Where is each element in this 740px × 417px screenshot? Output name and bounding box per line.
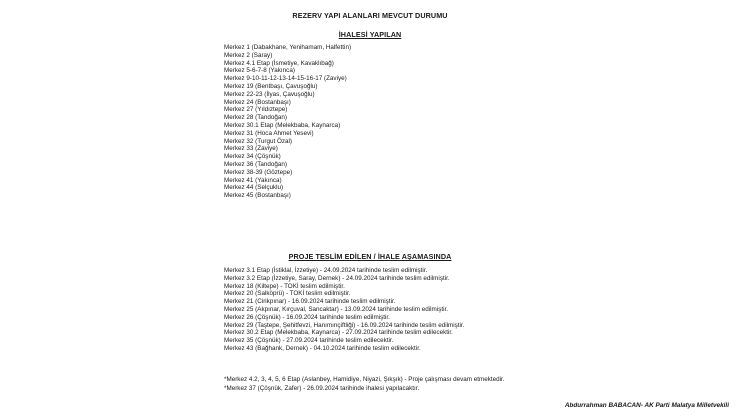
document-title: REZERV YAPI ALANLARI MEVCUT DURUMU: [292, 11, 448, 20]
list-item: Merkez 21 (Cirikpınar) - 16.09.2024 tarihinde teslim edilmiştir.: [224, 298, 396, 306]
list-item: Merkez 20 (Salköprü) - TOKİ teslim edilmiştir.: [224, 290, 351, 298]
list-item: Merkez 9-10-11-12-13-14-15-16-17 (Zaviye): [224, 75, 347, 83]
list-item: Merkez 30.1 Etap (Melekbaba, Kaynarca): [224, 121, 341, 129]
list-item: Merkez 28 (Tandoğan): [224, 114, 288, 122]
list-item: Merkez 1 (Dabakhane, Yenihamam, Halfettin): [224, 44, 352, 51]
list-item: Merkez 3.1 Etap (İstiklal, İzzetiye) - 24.09.2024 tarihinde teslim edilmiştir.: [224, 267, 428, 274]
delivered-list: [224, 267, 464, 353]
list-item: Merkez 38-39 (Göztepe): [224, 168, 293, 176]
list-item: Merkez 4.1 Etap (İsmetiye, Kavaklıbağ): [224, 59, 334, 67]
list-item: Merkez 30.2 Etap (Melekbaba, Kaynarca) - 27.09.2024 tarihinde teslim edilecektir.: [224, 329, 453, 337]
notes: [224, 376, 505, 393]
note-line: *Merkez 37 (Çöşnük, Zafer) - 26.09.2024 tarihinde ihalesi yapılacaktır.: [224, 384, 420, 392]
list-item: Merkez 33 (Zaviye): [224, 145, 278, 153]
list-item: Merkez 27 (Yıldıztepe): [224, 106, 288, 114]
list-item: Merkez 35 (Çöşnük) - 27.09.2024 tarihinde teslim edilecektir.: [224, 337, 394, 345]
list-item: Merkez 26 (Çöşnük) - 16.09.2024 tarihinde teslim edilmiştir.: [224, 313, 390, 321]
list-item: Merkez 18 (Kiltepe) - TOKİ teslim edilmiştir.: [224, 282, 345, 290]
list-item: Merkez 2 (Saray): [224, 51, 273, 59]
list-item: Merkez 34 (Çöşnük): [224, 153, 281, 161]
list-item: Merkez 43 (Bağhank, Dernek) - 04.10.2024 tarihinde teslim edilecektir.: [224, 344, 421, 352]
list-item: Merkez 31 (Hoca Ahmet Yesevi): [224, 129, 314, 137]
list-item: Merkez 44 (Selçuklu): [224, 184, 284, 192]
section-heading-tendered: İHALESİ YAPILAN: [338, 30, 402, 39]
list-item: Merkez 24 (Bostanbaşı): [224, 98, 291, 106]
section-heading-delivered: PROJE TESLİM EDİLEN / İHALE AŞAMASINDA: [288, 252, 452, 261]
list-item: Merkez 22-23 (İlyas, Çavuşoğlu): [224, 90, 315, 98]
tendered-list: [224, 44, 351, 200]
list-item: Merkez 45 (Bostanbaşı): [224, 192, 291, 200]
note-line: *Merkez 4.2, 3, 4, 5, 6 Etap (Aslanbey, Hamidiye, Niyazi, Şıkşık) - Proje çalışması devam etmektedir.: [224, 376, 505, 383]
list-item: Merkez 25 (Akpınar, Kırçuval, Sancaktar) - 13.09.2024 tarihinde teslim edilmiştir.: [224, 305, 448, 313]
list-item: Merkez 3.2 Etap (İzzetiye, Saray, Dernek) - 24.09.2024 tarihinde teslim edilmiştir.: [224, 274, 450, 282]
signature: Abdurrahman BABACAN- AK Parti Malatya Milletvekili: [564, 402, 729, 409]
list-item: Merkez 19 (Bentbaşı, Çavuşoğlu): [224, 82, 318, 90]
list-item: Merkez 29 (Taştepe, Şehitfevzi, Hanımınçiftliği) - 16.09.2024 tarihinde teslim edilmiştir.: [224, 321, 465, 329]
list-item: Merkez 5-6-7-8 (Yakınca): [224, 67, 295, 75]
list-item: Merkez 32 (Turgut Özal): [224, 137, 293, 145]
list-item: Merkez 41 (Yakınca): [224, 176, 282, 184]
list-item: Merkez 36 (Tandoğan): [224, 160, 288, 168]
